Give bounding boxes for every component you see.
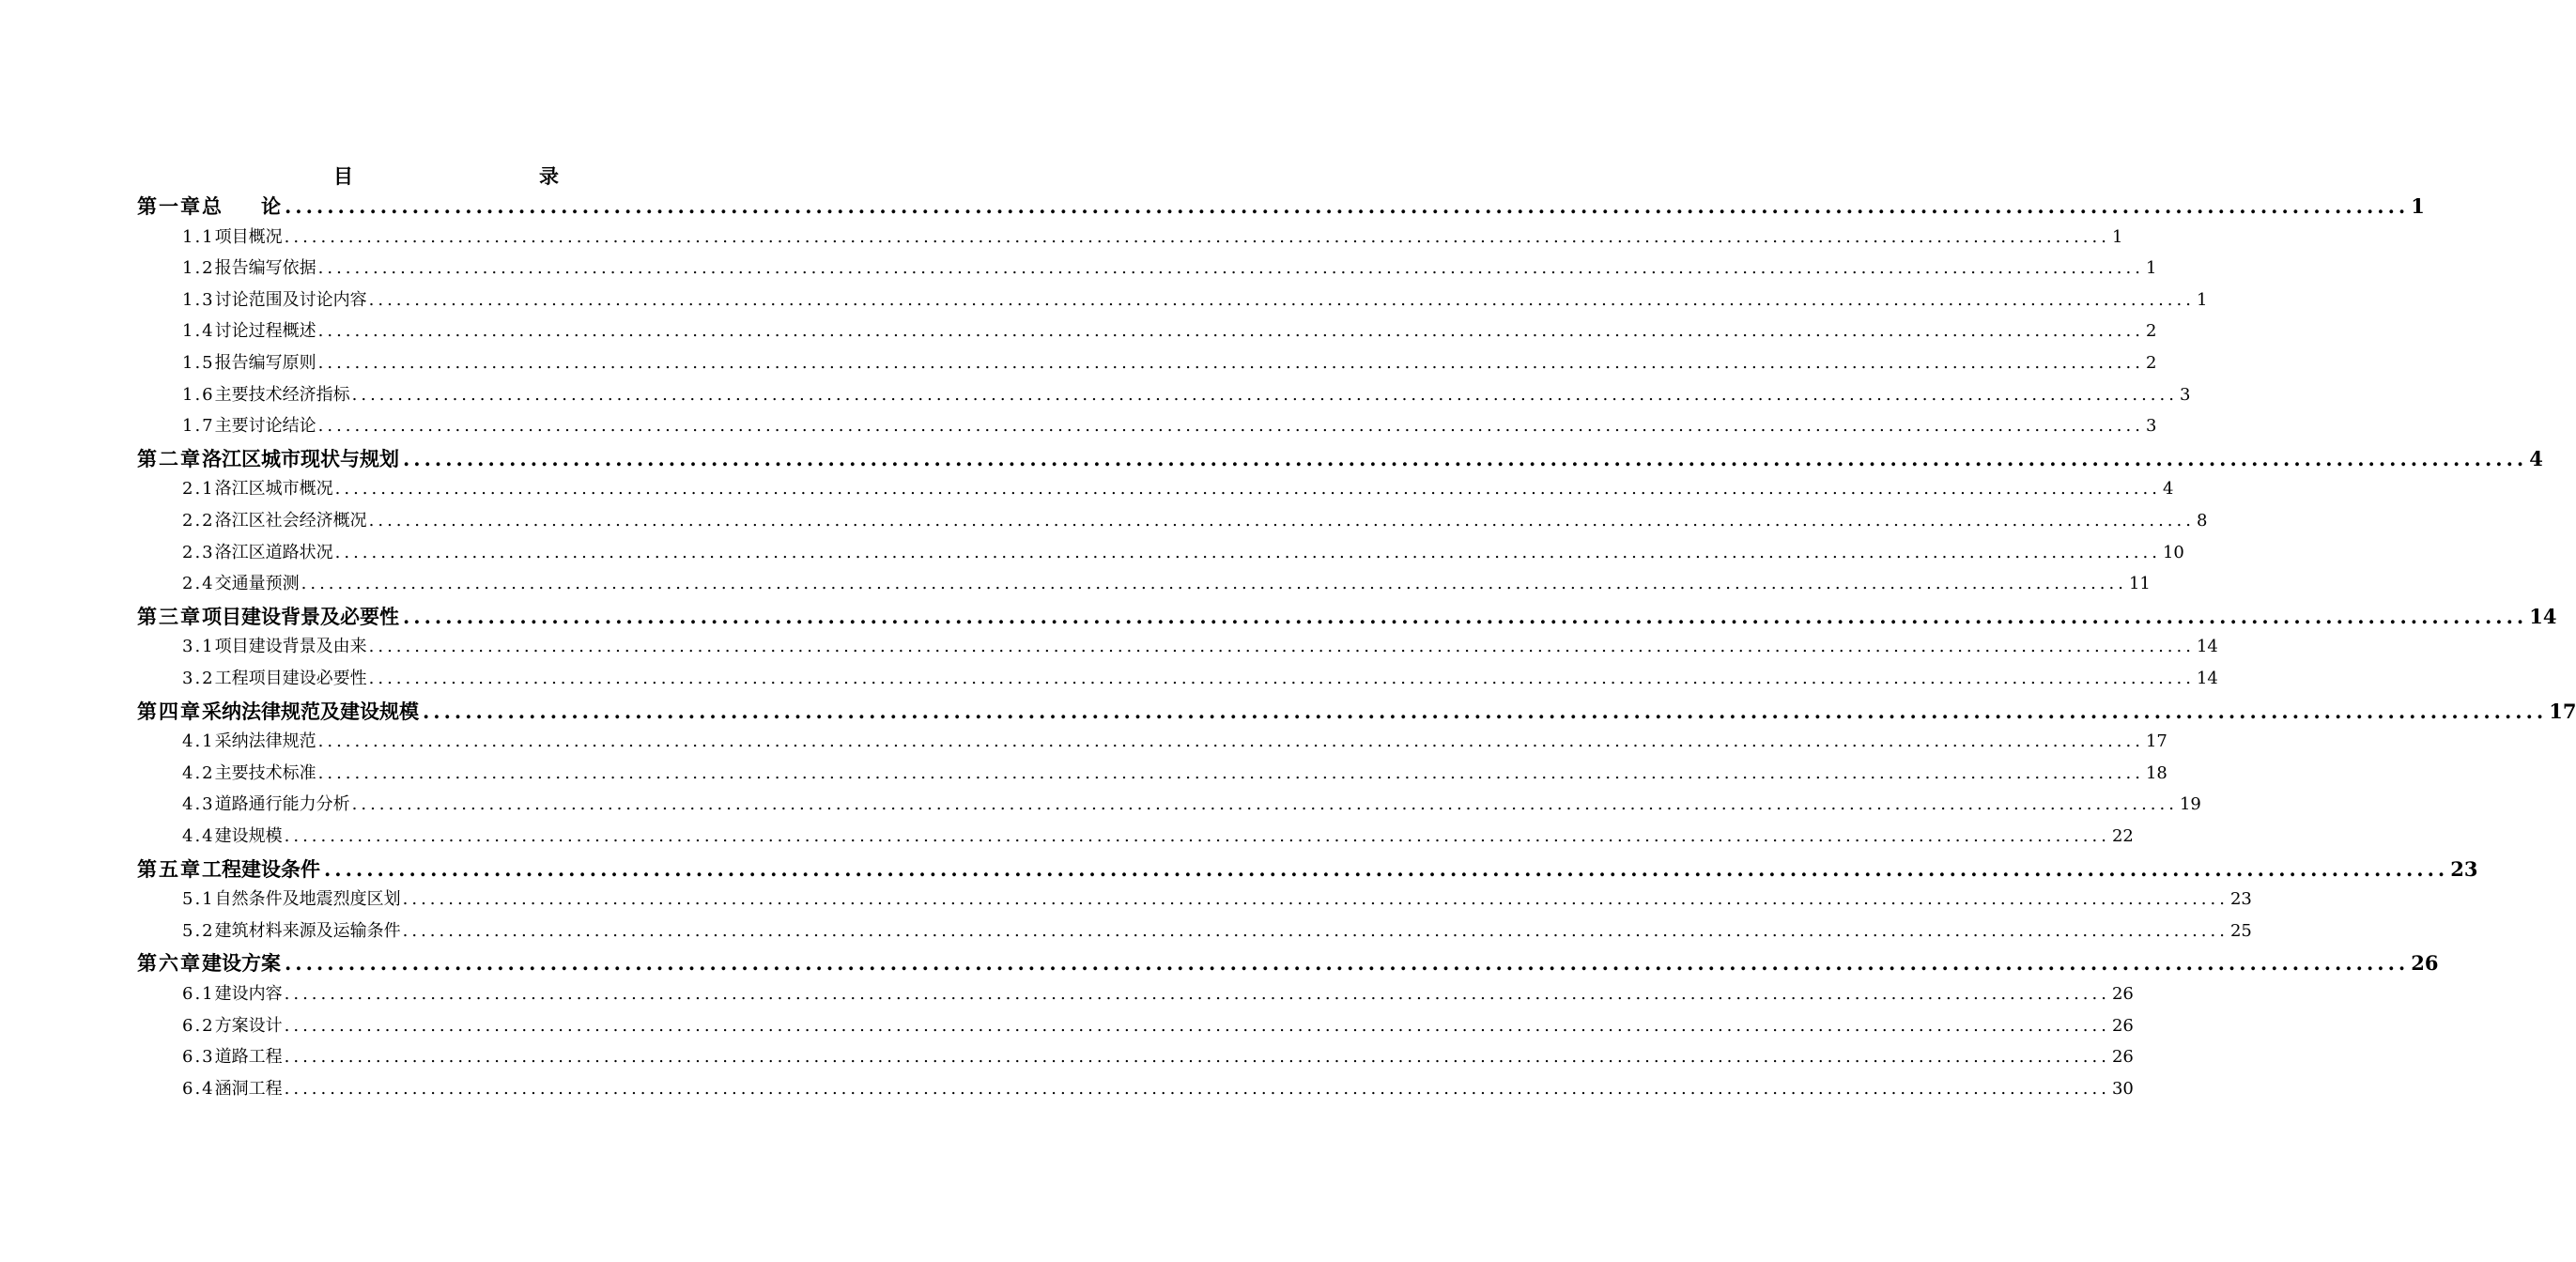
toc-entry-number: 4.3 xyxy=(182,794,215,815)
toc-page-number: 17 xyxy=(2145,731,2167,752)
toc-leader-dots: ........................................................................................................................................................................................................ xyxy=(368,669,2195,688)
toc-entry-title: 建筑材料来源及运输条件 xyxy=(214,920,401,941)
toc-entry-number: 2.2 xyxy=(182,511,215,531)
toc-leader-dots: ........................................................................................................................................................................................................ xyxy=(334,479,2161,500)
toc-section-entry[interactable] xyxy=(182,254,2157,285)
toc-section-entry[interactable] xyxy=(182,223,2123,254)
toc-chapter-entry[interactable] xyxy=(137,697,2576,729)
toc-page-number: 23 xyxy=(2229,889,2252,910)
toc-leader-dots: ........................................................................................................................................................................................................ xyxy=(284,1078,2110,1099)
toc-entry-number: 3.1 xyxy=(182,637,215,657)
toc-entry-title: 报告编写原则 xyxy=(214,353,316,373)
toc-entry-title: 主要技术标准 xyxy=(214,762,316,783)
toc-page-number: 10 xyxy=(2162,542,2184,562)
toc-page-number: 14 xyxy=(2196,637,2218,657)
toc-leader-dots: ........................................................................................................................................................................................................ xyxy=(324,856,2449,881)
toc-chapter-entry[interactable] xyxy=(137,948,2439,980)
toc-section-entry[interactable] xyxy=(182,760,2167,791)
toc-entry-title: 涵洞工程 xyxy=(214,1078,283,1099)
toc-leader-dots: ........................................................................................................................................................................................................ xyxy=(403,604,2528,628)
toc-page-number: 11 xyxy=(2128,574,2151,594)
toc-entry-title: 自然条件及地震烈度区划 xyxy=(214,889,401,910)
toc-entry-number: 3.2 xyxy=(182,669,215,688)
toc-entry-title: 工程项目建设必要性 xyxy=(214,669,367,688)
toc-leader-dots: ........................................................................................................................................................................................................ xyxy=(402,920,2229,941)
toc-entry-number: 6.3 xyxy=(182,1047,215,1068)
toc-section-entry[interactable] xyxy=(182,570,2151,601)
toc-section-entry[interactable] xyxy=(182,1075,2134,1106)
toc-section-entry[interactable] xyxy=(182,412,2157,443)
toc-entry-title: 项目概况 xyxy=(214,226,283,247)
toc-chapter-entry[interactable] xyxy=(137,444,2543,476)
toc-section-entry[interactable] xyxy=(182,633,2218,664)
toc-section-entry[interactable] xyxy=(182,1012,2134,1043)
toc-leader-dots: ........................................................................................................................................................................................................ xyxy=(368,637,2195,657)
toc-entry-title: 道路通行能力分析 xyxy=(214,794,350,815)
toc-page-number: 3 xyxy=(2179,384,2191,405)
toc-section-entry[interactable] xyxy=(182,980,2134,1011)
toc-entry-number: 第二章 xyxy=(137,446,202,470)
toc-entry-title: 洛江区道路状况 xyxy=(214,542,333,562)
toc-section-entry[interactable] xyxy=(182,791,2201,822)
toc-entry-title: 方案设计 xyxy=(214,1015,283,1036)
toc-leader-dots: ........................................................................................................................................................................................................ xyxy=(402,889,2229,910)
toc-page-number: 26 xyxy=(2111,984,2134,1004)
toc-leader-dots: ........................................................................................................................................................................................................ xyxy=(284,826,2110,846)
toc-title: 目 录 xyxy=(333,164,608,188)
toc-leader-dots: ........................................................................................................................................................................................................ xyxy=(317,416,2144,437)
toc-leader-dots: ........................................................................................................................................................................................................ xyxy=(368,511,2195,531)
toc-entry-number: 第四章 xyxy=(137,699,202,723)
toc-entry-number: 1.3 xyxy=(182,289,215,310)
toc-chapter-entry[interactable] xyxy=(137,192,2425,223)
toc-leader-dots: ........................................................................................................................................................................................................ xyxy=(423,699,2548,723)
toc-entry-number: 1.4 xyxy=(182,321,215,342)
toc-entry-title: 建设规模 xyxy=(214,826,283,846)
toc-entry-number: 6.4 xyxy=(182,1078,215,1099)
toc-page-number: 26 xyxy=(2411,951,2439,976)
toc-section-entry[interactable] xyxy=(182,317,2157,348)
toc-page-number: 1 xyxy=(2411,194,2425,218)
toc-entry-title: 总 论 xyxy=(202,194,281,218)
toc-page-number: 26 xyxy=(2111,1047,2134,1068)
toc-leader-dots: ........................................................................................................................................................................................................ xyxy=(403,446,2528,470)
toc-entry-number: 1.6 xyxy=(182,384,215,405)
toc-leader-dots: ........................................................................................................................................................................................................ xyxy=(317,321,2144,342)
toc-page-number: 18 xyxy=(2145,762,2167,783)
toc-entry-number: 5.2 xyxy=(182,920,215,941)
toc-entry-title: 工程建设条件 xyxy=(202,856,320,881)
toc-page-number: 30 xyxy=(2111,1078,2134,1099)
toc-section-entry[interactable] xyxy=(182,917,2252,948)
toc-entry-number: 第五章 xyxy=(137,856,202,881)
toc-entry-title: 交通量预测 xyxy=(214,574,300,594)
toc-entry-number: 2.1 xyxy=(182,479,215,500)
toc-entry-number: 1.7 xyxy=(182,416,215,437)
toc-leader-dots: ........................................................................................................................................................................................................ xyxy=(351,794,2178,815)
toc-leader-dots: ........................................................................................................................................................................................................ xyxy=(317,258,2144,279)
toc-section-entry[interactable] xyxy=(182,539,2184,570)
toc-leader-dots: ........................................................................................................................................................................................................ xyxy=(334,542,2161,562)
toc-page-number: 14 xyxy=(2196,669,2218,688)
toc-entry-number: 4.4 xyxy=(182,826,215,846)
toc-entry-title: 项目建设背景及必要性 xyxy=(202,604,399,628)
toc-section-entry[interactable] xyxy=(182,1043,2134,1074)
toc-leader-dots: ........................................................................................................................................................................................................ xyxy=(284,1015,2110,1036)
toc-section-entry[interactable] xyxy=(182,286,2208,317)
toc-entry-number: 第一章 xyxy=(137,194,202,218)
toc-entry-number: 5.1 xyxy=(182,889,215,910)
toc-entry-title: 讨论范围及讨论内容 xyxy=(214,289,367,310)
toc-entry-title: 洛江区城市概况 xyxy=(214,479,333,500)
toc-leader-dots: ........................................................................................................................................................................................................ xyxy=(285,951,2410,976)
toc-entry-title: 采纳法律规范 xyxy=(214,731,316,752)
toc-leader-dots: ........................................................................................................................................................................................................ xyxy=(284,226,2110,247)
toc-page-number: 2 xyxy=(2145,321,2157,342)
toc-page-number: 3 xyxy=(2145,416,2157,437)
toc-leader-dots: ........................................................................................................................................................................................................ xyxy=(317,353,2144,373)
toc-entry-number: 第三章 xyxy=(137,604,202,628)
toc-page-number: 8 xyxy=(2196,511,2208,531)
toc-entry-title: 项目建设背景及由来 xyxy=(214,637,367,657)
toc-page-number: 1 xyxy=(2145,258,2157,279)
toc-entry-title: 报告编写依据 xyxy=(214,258,316,279)
toc-page-number: 25 xyxy=(2229,920,2252,941)
toc-page-number: 1 xyxy=(2196,289,2208,310)
toc-section-entry[interactable] xyxy=(182,381,2191,412)
toc-entry-title: 采纳法律规范及建设规模 xyxy=(202,699,419,723)
toc-page-number: 17 xyxy=(2549,699,2576,723)
toc-entry-title: 主要技术经济指标 xyxy=(214,384,350,405)
toc-chapter-entry[interactable] xyxy=(137,854,2478,886)
toc-entry-number: 6.1 xyxy=(182,984,215,1004)
toc-page-number: 26 xyxy=(2111,1015,2134,1036)
toc-leader-dots: ........................................................................................................................................................................................................ xyxy=(284,1047,2110,1068)
toc-page-number: 23 xyxy=(2450,856,2478,881)
toc-entry-title: 建设内容 xyxy=(214,984,283,1004)
toc-entry-number: 4.2 xyxy=(182,762,215,783)
toc-entry-title: 洛江区城市现状与规划 xyxy=(202,446,399,470)
toc-leader-dots: ........................................................................................................................................................................................................ xyxy=(351,384,2178,405)
toc-leader-dots: ........................................................................................................................................................................................................ xyxy=(368,289,2195,310)
toc-entry-title: 道路工程 xyxy=(214,1047,283,1068)
toc-chapter-entry[interactable] xyxy=(137,602,2557,634)
toc-section-entry[interactable] xyxy=(182,728,2167,759)
toc-entry-number: 2.4 xyxy=(182,574,215,594)
toc-section-entry[interactable] xyxy=(182,823,2134,854)
toc-leader-dots: ........................................................................................................................................................................................................ xyxy=(301,574,2127,594)
toc-entry-title: 洛江区社会经济概况 xyxy=(214,511,367,531)
toc-page-number: 14 xyxy=(2529,604,2557,628)
toc-entry-number: 4.1 xyxy=(182,731,215,752)
toc-section-entry[interactable] xyxy=(182,475,2174,506)
toc-entry-number: 第六章 xyxy=(137,951,202,976)
toc-page-number: 4 xyxy=(2529,446,2543,470)
toc-entry-title: 建设方案 xyxy=(202,951,281,976)
toc-leader-dots: ........................................................................................................................................................................................................ xyxy=(284,984,2110,1004)
toc-entry-number: 2.3 xyxy=(182,542,215,562)
toc-leader-dots: ........................................................................................................................................................................................................ xyxy=(285,194,2410,218)
toc-entry-number: 1.2 xyxy=(182,258,215,279)
toc-leader-dots: ........................................................................................................................................................................................................ xyxy=(317,731,2144,752)
toc-entry-title: 主要讨论结论 xyxy=(214,416,316,437)
toc-entry-title: 讨论过程概述 xyxy=(214,321,316,342)
toc-section-entry[interactable] xyxy=(182,507,2208,538)
toc-entry-number: 6.2 xyxy=(182,1015,215,1036)
toc-entry-number: 1.5 xyxy=(182,353,215,373)
toc-section-entry[interactable] xyxy=(182,349,2157,380)
toc-entry-number: 1.1 xyxy=(182,226,215,247)
toc-page-number: 1 xyxy=(2111,226,2123,247)
toc-page-number: 19 xyxy=(2179,794,2201,815)
toc-leader-dots: ........................................................................................................................................................................................................ xyxy=(317,762,2144,783)
toc-page-number: 4 xyxy=(2162,479,2174,500)
toc-page-number: 22 xyxy=(2111,826,2134,846)
toc-page-number: 2 xyxy=(2145,353,2157,373)
toc-section-entry[interactable] xyxy=(182,665,2218,696)
toc-section-entry[interactable] xyxy=(182,885,2252,916)
